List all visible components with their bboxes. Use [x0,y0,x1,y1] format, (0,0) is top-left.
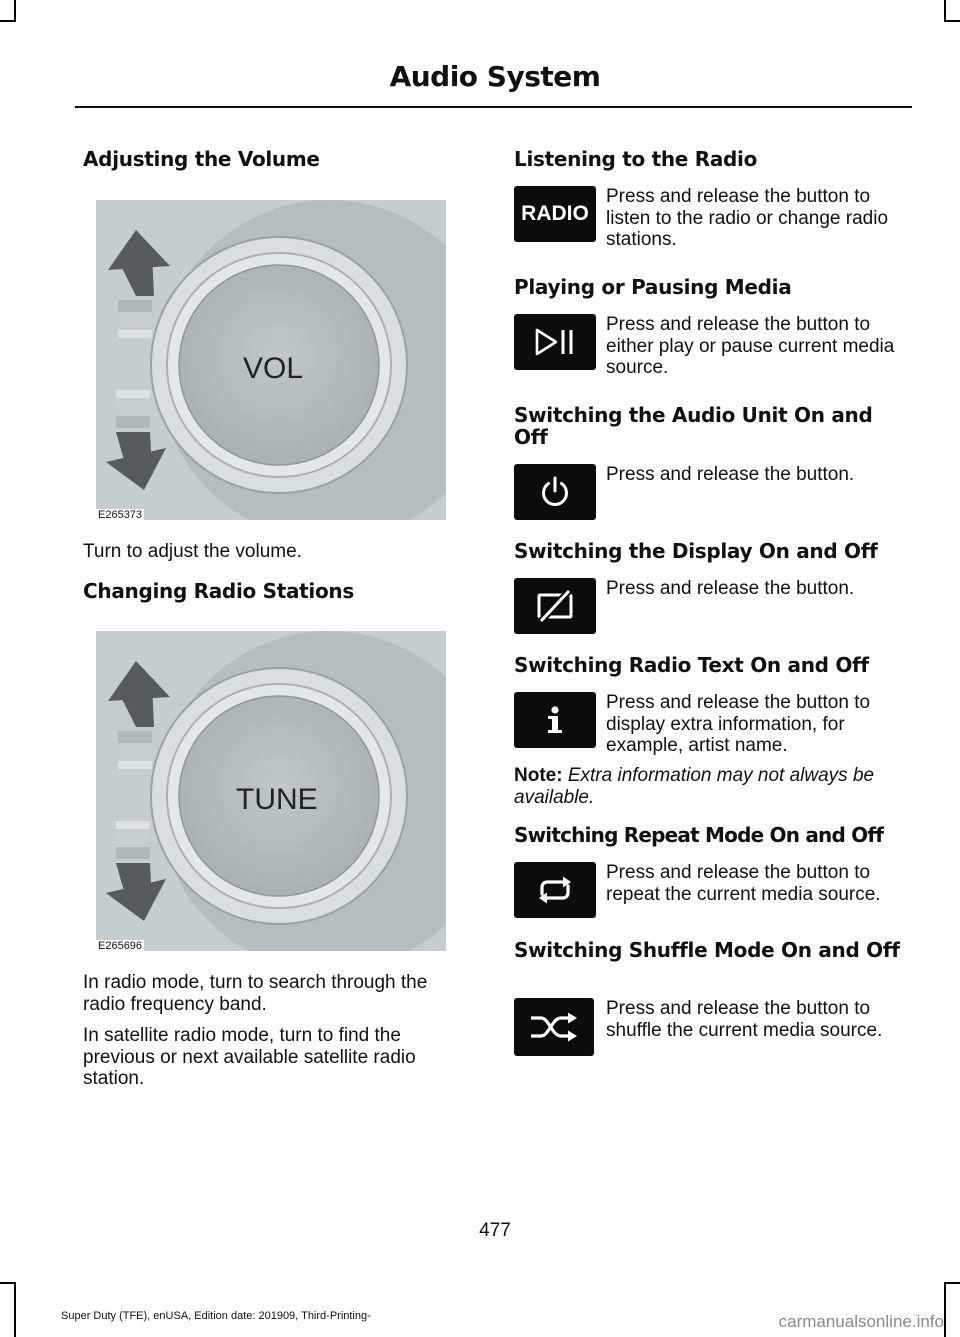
radio-button[interactable] [514,186,596,242]
repeat-icon [533,875,577,905]
figure-code: E265373 [98,509,143,520]
radio-mode-description: In radio mode, turn to search through the radio frequency band. [83,972,428,1015]
tune-knob-label: TUNE [236,783,318,816]
shuffle-description: Press and release the button to shuffle the current media source. [606,998,883,1041]
edition-info: Super Duty (TFE), enUSA, Edition date: 201909, Third-Printing- [61,1310,371,1322]
volume-knob-figure [96,200,446,520]
radio-button-label: RADIO [521,202,589,225]
note-label: Note: [514,765,563,786]
page-number: 477 [479,1220,511,1241]
note-text: Extra information may not always be available. [514,765,875,808]
heading-listening-radio: Listening to the Radio [514,147,758,171]
play-pause-description: Press and release the button to either play or pause current media source. [606,314,895,378]
crop-mark [944,1282,946,1337]
heading-repeat-mode: Switching Repeat Mode On and Off [514,823,884,847]
power-button[interactable] [514,464,596,520]
header-divider [75,106,912,108]
volume-knob-label: VOL [243,352,304,385]
crop-mark [944,0,946,22]
figure-code: E265696 [98,940,143,951]
watermark: carmanualsonline.info [778,1312,944,1331]
volume-description: Turn to adjust the volume. [83,541,302,562]
crop-mark [14,1282,16,1337]
page-title: Audio System [389,60,601,93]
crop-mark [944,1282,960,1284]
heading-radio-text-on-off: Switching Radio Text On and Off [514,653,869,677]
radio-text-description: Press and release the button to display extra information, for example, artist name. [606,692,871,756]
power-icon [538,475,572,509]
info-icon [543,705,567,735]
heading-changing-radio-stations: Changing Radio Stations [83,579,354,603]
power-description: Press and release the button. [606,464,855,485]
display-button[interactable] [514,578,596,634]
repeat-description: Press and release the button to repeat the current media source. [606,862,881,905]
heading-audio-unit-on-off: Switching the Audio Unit On and Off [514,403,873,449]
crop-mark [0,20,16,22]
shuffle-button[interactable] [514,998,594,1056]
play-pause-button[interactable] [514,314,596,370]
play-pause-icon [532,327,578,357]
display-description: Press and release the button. [606,578,855,599]
radio-text-note [514,765,909,808]
listening-description: Press and release the button to listen to the radio or change radio stations. [606,186,889,250]
shuffle-icon [528,1010,580,1044]
crop-mark [14,0,16,22]
tune-knob-figure [96,631,446,951]
crop-mark [944,20,960,22]
heading-shuffle-mode: Switching Shuffle Mode On and Off [514,938,900,962]
info-button[interactable] [514,692,596,748]
heading-adjusting-volume: Adjusting the Volume [83,147,320,171]
crop-mark [0,1282,16,1284]
heading-playing-pausing: Playing or Pausing Media [514,275,792,299]
display-off-icon [535,589,575,623]
satellite-mode-description: In satellite radio mode, turn to find the previous or next available satellite radio station. [83,1025,416,1089]
repeat-button[interactable] [514,862,596,918]
heading-display-on-off: Switching the Display On and Off [514,539,878,563]
